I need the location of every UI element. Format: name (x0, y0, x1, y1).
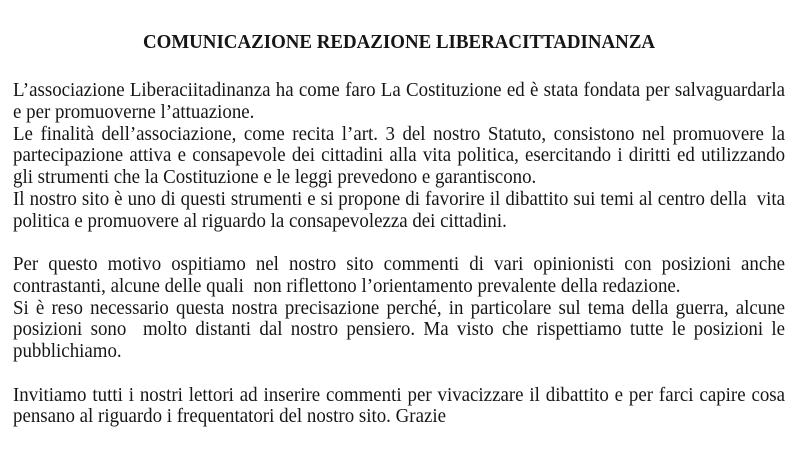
paragraph-invitation: Invitiamo tutti i nostri lettori ad inserire commenti per vivacizzare il dibattito e per farci capire cosa pensano al riguardo i frequentatori del nostro sito. Grazie (13, 383, 790, 428)
paragraph-clarification-war: Si è reso necessario questa nostra precisazione perché, in particolare sul tema della guerra, alcune posizioni sono molto distanti dal nostro pensiero. Ma visto che rispettiamo tutte le posizioni le pubblichiamo. (13, 296, 790, 362)
document-title: COMUNICAZIONE REDAZIONE LIBERACITTADINANZA (142, 31, 656, 53)
paragraph-opinionists: Per questo motivo ospitiamo nel nostro sito commenti di vari opinionisti con posizioni anche contrastanti, alcune delle quali non riflettono l’orientamento prevalente della redazione. (13, 253, 790, 297)
document-content (13, 0, 790, 428)
paragraph-statute-goals: Le finalità dell’associazione, come recita l’art. 3 del nostro Statuto, consistono nel promuovere la partecipazione attiva e consapevole dei cittadini alla vita politica, esercitando i diritti ed utilizzando gli strumenti che la Costituzione e le leggi prevedono e garantiscono. (13, 122, 790, 188)
paragraph-site-purpose: Il nostro sito è uno di questi strumenti e si propone di favorire il dibattito sui temi al centro della vita politica e promuovere al riguardo la consapevolezza dei cittadini. (13, 187, 790, 232)
paragraph-association-intro: L’associazione Liberaciitadinanza ha come faro La Costituzione ed è stata fondata per salvaguardarla e per promuoverne l’attuazione. (13, 79, 790, 123)
